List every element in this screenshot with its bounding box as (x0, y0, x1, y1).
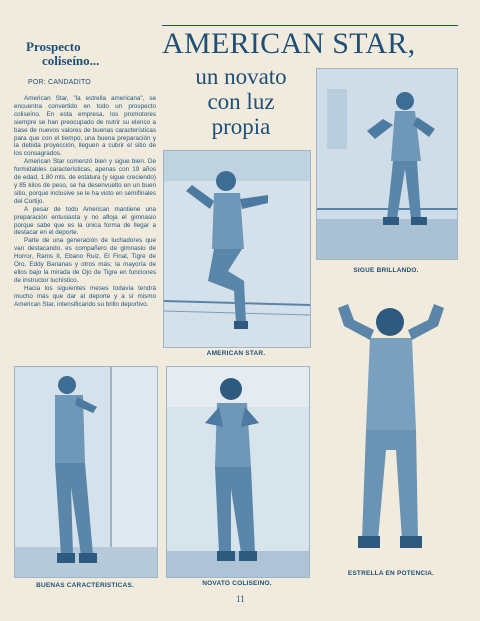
kicker-line-1: Prospecto (26, 39, 81, 54)
wrestler-photo-3 (15, 367, 157, 577)
article-subtitle (166, 64, 316, 139)
paragraph: Hacia los siguientes meses todavía tendrá mucho más que dar al deporte y a sí mismo American Star, intensificando su brillo deportivo. (14, 284, 156, 308)
caption-bottom-left: BUENAS CARACTERISTICAS. (36, 582, 134, 589)
article-body (14, 95, 156, 308)
caption-middle: AMERICAN STAR. (206, 350, 266, 357)
paragraph: A pesar de todo American mantiene una preparación entusiasta y no afloja el gimnasio porque sabe que es la única forma de llegar a destacar en el deporte. (14, 205, 156, 237)
caption-bottom-middle: NOVATO COLISEINO. (202, 580, 272, 587)
photo-american-star (163, 150, 311, 348)
wrestler-photo-1 (317, 69, 457, 259)
paragraph: American Star comenzó bien y sigue bien. De formidables características, apenas con 19 años de edad, 1.80 mts. de estatura (y sigue creciendo) y 85 kilos de peso, se ha desenvuelto en un buen sitio, porque inclusive se le ha visto en semifinales del Cortijo. (14, 158, 156, 205)
article-title: AMERICAN STAR, (162, 27, 416, 60)
photo-estrella-en-potencia (316, 290, 462, 560)
title-rule (162, 25, 458, 26)
wrestler-photo-5 (316, 290, 462, 560)
subtitle-line-3: propia (211, 114, 271, 139)
subtitle-line-1: un novato (195, 64, 287, 89)
wrestler-photo-4 (167, 367, 309, 577)
photo-buenas-caracteristicas (14, 366, 158, 578)
photo-sigue-brillando (316, 68, 458, 260)
photo-novato-coliseino (166, 366, 310, 578)
paragraph: Parte de una generación de luchadores que van destacando, es compañero de gimnasio de Horror, Rams II, Ebano Ruiz, El Final, Tigre de Oro, Eddy Bananas y otros más; la mayoría de ellos bajo la mirada de Ojo de Tigre en funciones de instructor luchístico. (14, 237, 156, 284)
caption-bottom-right: ESTRELLA EN POTENCIA. (347, 570, 435, 577)
caption-top-right: SIGUE BRILLANDO. (353, 267, 419, 274)
byline: POR: CANDADITO (28, 79, 91, 86)
subtitle-line-2: con luz (207, 89, 275, 114)
page-number: 11 (236, 594, 245, 604)
wrestler-photo-2 (164, 151, 310, 347)
article-kicker (20, 40, 99, 68)
kicker-line-2: coliseíno... (42, 53, 100, 68)
paragraph: American Star, "la estrella americana", se encuentra convertido en todo un prospecto coliseíno. En esta empresa, los promotores siempre se han preocupado de nutrir su elenco a base de nuevos valores de buenas características para que con el tiempo, una buena preparación y la debida proyección, lleguen a cubrir el sitio de los consagrados. (14, 95, 156, 158)
